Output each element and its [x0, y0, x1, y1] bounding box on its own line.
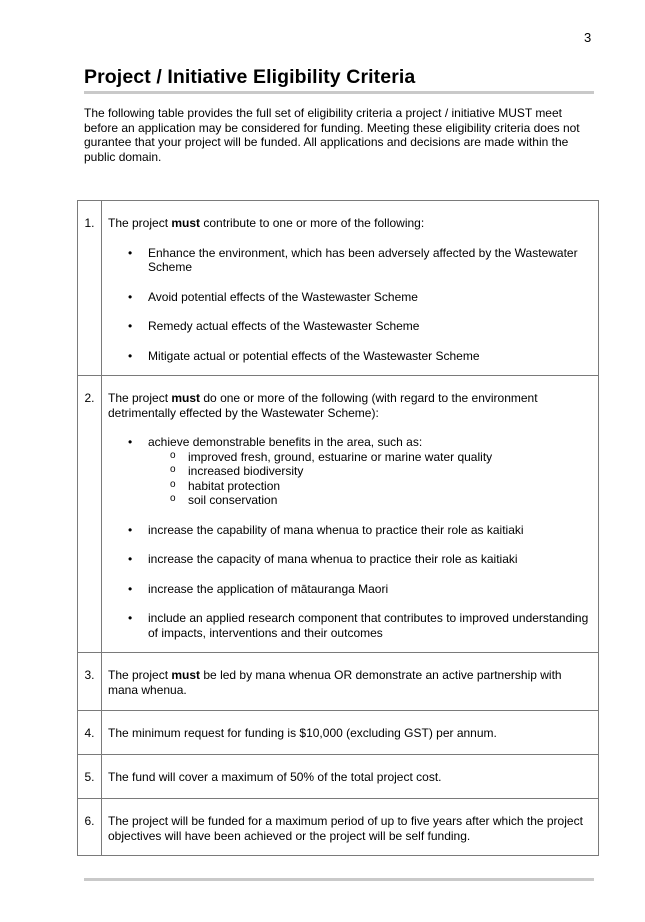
page-title: Project / Initiative Eligibility Criteria [84, 66, 416, 88]
table-row [78, 376, 599, 653]
list-item [108, 435, 590, 508]
list-item-text: achieve demonstrable benefits in the area, such as: [148, 435, 423, 449]
list-item: • increase the application of mātauranga Maori [108, 582, 590, 597]
table-row [78, 201, 599, 376]
eligibility-criteria-table [77, 200, 599, 856]
criterion-lead-text: be led by mana whenua OR demonstrate an active partnership with mana whenua. [108, 668, 562, 697]
list-item: • Mitigate actual or potential effects of the Wastewaster Scheme [108, 349, 590, 364]
criterion-body: The fund will cover a maximum of 50% of the total project cost. [102, 755, 599, 799]
criterion-lead-text: contribute to one or more of the following: [200, 216, 425, 230]
criterion-body: The project will be funded for a maximum period of up to five years after which the project objectives will have been achieved or the project will be self funding. [102, 799, 599, 856]
list-item: • Avoid potential effects of the Wastewaster Scheme [108, 290, 590, 305]
criterion-lead-text: The project [108, 668, 172, 682]
criterion-lead [108, 391, 590, 420]
footer-rule [84, 878, 594, 881]
table-row [78, 799, 599, 856]
list-item: • Enhance the environment, which has been adversely affected by the Wastewater Scheme [108, 246, 590, 275]
title-underline [84, 91, 594, 94]
list-item: • Remedy actual effects of the Wastewaster Scheme [108, 319, 590, 334]
criterion-lead-text: do one or more of the following (with regard to the environment detrimentally effected by the Wastewater Scheme): [108, 391, 538, 420]
criterion-body: The minimum request for funding is $10,000 (excluding GST) per annum. [102, 711, 599, 755]
criterion-lead [108, 216, 590, 231]
sub-list-item: o habitat protection [148, 479, 590, 494]
sub-list-item: o increased biodiversity [148, 464, 590, 479]
criterion-number: 5. [78, 755, 102, 799]
criterion-lead-text: The project [108, 391, 172, 405]
sub-list-item: o improved fresh, ground, estuarine or marine water quality [148, 450, 590, 465]
emphasis-must: must [171, 216, 201, 230]
sub-list [148, 450, 590, 508]
table-row [78, 711, 599, 755]
bullet-list [108, 435, 590, 640]
criterion-number: 6. [78, 799, 102, 856]
criterion-body [102, 653, 599, 711]
criterion-body [102, 201, 599, 376]
list-item: • increase the capability of mana whenua to practice their role as kaitiaki [108, 523, 590, 538]
criterion-number: 4. [78, 711, 102, 755]
list-item: • increase the capacity of mana whenua to practice their role as kaitiaki [108, 552, 590, 567]
criterion-number: 3. [78, 653, 102, 711]
table-row [78, 755, 599, 799]
emphasis-must: must [171, 391, 201, 405]
emphasis-must: must [171, 668, 201, 682]
list-item: • include an applied research component that contributes to improved understanding of impacts, interventions and their outcomes [108, 611, 590, 640]
sub-list-item: o soil conservation [148, 493, 590, 508]
table-row [78, 653, 599, 711]
criterion-lead-text: The project [108, 216, 172, 230]
criterion-number: 1. [78, 201, 102, 376]
intro-paragraph: The following table provides the full set of eligibility criteria a project / initiative MUST meet before an application may be considered for funding. Meeting these eligibility criteria does not gurantee that your project will be funded. All applications and decisions are made within the public domain. [84, 106, 580, 164]
bullet-list [108, 246, 590, 364]
page-number: 3 [584, 30, 592, 45]
criterion-body [102, 376, 599, 653]
criterion-number: 2. [78, 376, 102, 653]
